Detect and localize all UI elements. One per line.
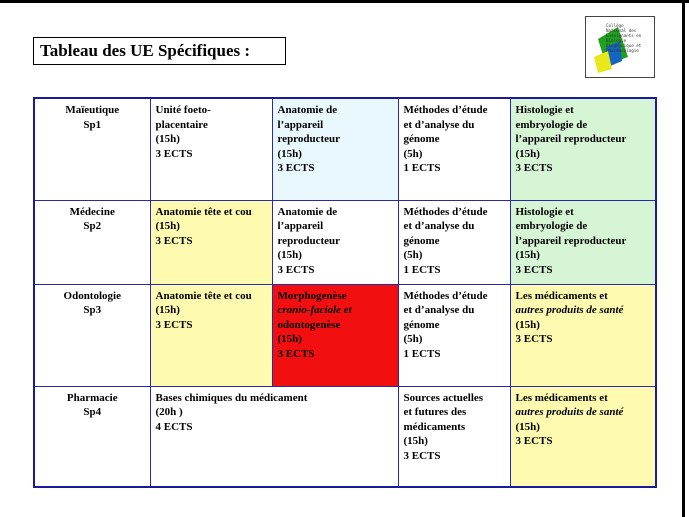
row-header-sp3: Odontologie Sp3 — [34, 284, 150, 386]
row-header-sp4: Pharmacie Sp4 — [34, 386, 150, 487]
slide-right-border — [682, 0, 685, 517]
ue-cell: Histologie et embryologie de l’appareil reproducteur (15h) 3 ECTS — [510, 98, 656, 200]
ue-cell: Unité foeto- placentaire (15h) 3 ECTS — [150, 98, 272, 200]
ue-cell: Méthodes d’étude et d’analyse du génome (5h) 1 ECTS — [398, 284, 510, 386]
ue-cell: Anatomie tête et cou (15h) 3 ECTS — [150, 200, 272, 284]
ue-table — [33, 97, 657, 488]
logo — [585, 16, 655, 78]
ue-cell: Bases chimiques du médicament (20h ) 4 ECTS — [150, 386, 398, 487]
page-title-text: Tableau des UE Spécifiques : — [40, 41, 251, 60]
ue-cell: Anatomie tête et cou (15h) 3 ECTS — [150, 284, 272, 386]
ue-cell: Méthodes d’étude et d’analyse du génome (5h) 1 ECTS — [398, 98, 510, 200]
table-row — [34, 200, 656, 284]
ue-cell: Sources actuelles et futures des médicaments (15h) 3 ECTS — [398, 386, 510, 487]
table-row — [34, 284, 656, 386]
table-row — [34, 386, 656, 487]
ue-cell: Les médicaments et autres produits de santé (15h) 3 ECTS — [510, 284, 656, 386]
table-row — [34, 98, 656, 200]
ue-cell: Histologie et embryologie de l’appareil reproducteur (15h) 3 ECTS — [510, 200, 656, 284]
slide-top-border — [0, 0, 689, 3]
logo-text: Collège National des Enseignants en Biologie Biophysique et Pharmacologie — [606, 23, 642, 53]
row-header-sp2: Médecine Sp2 — [34, 200, 150, 284]
ue-cell: Anatomie de l’appareil reproducteur (15h) 3 ECTS — [272, 98, 398, 200]
ue-cell: Morphogenèse cranio-faciale et odontogenèse (15h) 3 ECTS — [272, 284, 398, 386]
ue-cell: Anatomie de l’appareil reproducteur (15h) 3 ECTS — [272, 200, 398, 284]
row-header-sp1: Maïeutique Sp1 — [34, 98, 150, 200]
ue-cell: Les médicaments et autres produits de santé (15h) 3 ECTS — [510, 386, 656, 487]
page-title — [33, 37, 286, 65]
ue-cell: Méthodes d’étude et d’analyse du génome (5h) 1 ECTS — [398, 200, 510, 284]
